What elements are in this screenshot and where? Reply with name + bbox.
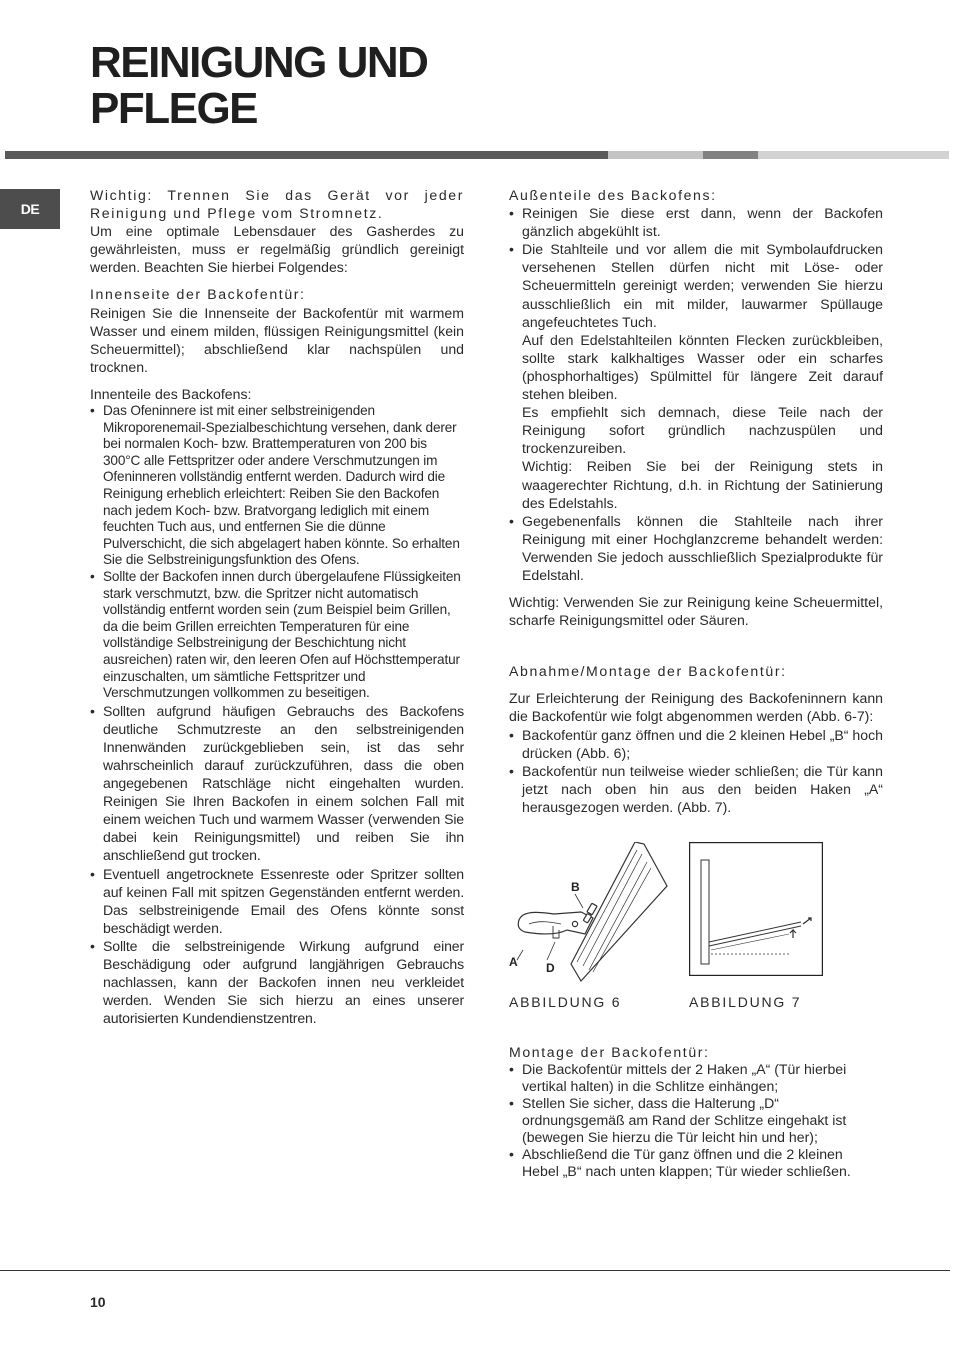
intro-paragraph <box>90 186 464 276</box>
header-bar-mid <box>703 151 758 159</box>
door-inside-paragraph <box>90 285 464 375</box>
list-item: • Die Backofentür mittels der 2 Haken „A“ (Tür hierbei vertikal halten) in die Schlitze einhängen; <box>509 1061 883 1095</box>
spacer <box>509 638 883 662</box>
removal-heading: Abnahme/Montage der Backofentür: <box>509 663 787 680</box>
figure-7-caption: ABBILDUNG 7 <box>689 994 802 1010</box>
exterior-bullet-note-2: Es empfiehlt sich demnach, diese Teile nach der Reinigung sofort gründlich nachzuspülen und trockenzureiben. <box>522 404 883 457</box>
exterior-list <box>509 204 883 584</box>
figure-6-door-hinge <box>509 842 677 984</box>
page-title <box>90 40 427 132</box>
left-column <box>90 186 464 1036</box>
list-item <box>509 240 883 511</box>
footer-rule <box>0 1270 950 1271</box>
list-item: • Gegebenenfalls können die Stahlteile nach ihrer Reinigung mit einer Hochglanzcreme behandelt werden: Verwenden Sie jedoch ausschließlich Spezialprodukte für Edelstahl. <box>509 512 883 584</box>
removal-text: Zur Erleichterung der Reinigung des Backofeninnern kann die Backofentür wie folgt abgenommen werden (Abb. 6-7): <box>509 690 883 725</box>
interior-heading: Innenteile des Backofens: <box>90 385 252 402</box>
removal-list <box>509 726 883 816</box>
header-bar-dark <box>5 151 608 159</box>
list-item: • Backofentür nun teilweise wieder schließen; die Tür kann jetzt nach oben hin aus den beiden Haken „A“ herausgezogen werden. (Abb. 7). <box>509 762 883 816</box>
list-item: • Stellen Sie sicher, dass die Halterung „D“ ordnungsgemäß am Rand der Schlitze eingehakt ist (bewegen Sie hierzu die Tür leicht hin und her); <box>509 1095 883 1146</box>
interior-list <box>90 403 464 1027</box>
header-bar-light <box>608 151 703 159</box>
list-item: • Reinigen Sie diese erst dann, wenn der Backofen gänzlich abgekühlt ist. <box>509 204 883 240</box>
list-item: • Das Ofeninnere ist mit einer selbstreinigenden Mikroporenemail-Spezialbeschichtung versehen, dank derer bei normalen Koch- bzw. Brattemperaturen von 200 bis 300°C alle Fettspritzer oder andere Verschmutzungen im Ofeninneren vollständig entfernt werden. Dadurch wird die Reinigung erheblich erleichtert: Reiben Sie den Backofen nach jedem Koch- bzw. Bratvorgang lediglich mit einem feuchten Tuch aus, und entfernen Sie die dünne Pulverschicht, die sich abgelagert haben könnte. So erhalten Sie die Selbstreinigungsfunktion des Ofens. <box>90 403 464 569</box>
label-a: A <box>509 955 518 969</box>
right-column <box>509 186 883 825</box>
list-item: • Sollte der Backofen innen durch übergelaufene Flüssigkeiten stark verschmutzt, bzw. die Spritzer nicht automatisch vollständig entfernt worden sein (zum Beispiel beim Grillen, da die beim Grillen erreichten Temperaturen für eine vollständige Selbstreinigung der Beschichtung nicht ausreichen) raten wir, den leeren Ofen auf Höchsttemperatur einzuschalten, um sämtliche Fettspritzer und Verschmutzungen vollkommen zu beseitigen. <box>90 569 464 702</box>
exterior-heading: Außenteile des Backofens: <box>509 187 717 203</box>
list-item: • Sollten aufgrund häufigen Gebrauchs des Backofens deutliche Schmutzreste an den selbstreinigenden Innenwänden zurückgeblieben sein, ist das sehr wahrscheinlich darauf zurückzuführen, dass die oben angegebenen Ratschläge nicht eingehalten wurden. Reinigen Sie Ihren Backofen in einem solchen Fall mit einem weichen Tuch und warmem Wasser (verwenden Sie dabei kein Reinigungsmittel) und reiben Sie ihn anschließend gut trocken. <box>90 702 464 865</box>
header-bar-pale <box>758 151 949 159</box>
page-number: 10 <box>90 1294 106 1310</box>
intro-text: Um eine optimale Lebensdauer des Gasherdes zu gewährleisten, muss er regelmäßig gründlich gereinigt werden. Beachten Sie hierbei Folgendes: <box>90 223 464 276</box>
list-item: • Sollte die selbstreinigende Wirkung aufgrund einer Beschädigung oder aufgrund langjährigen Gebrauchs nachlassen, kann der Backofen innen neu verkleidet werden. Wenden Sie sich hierzu an eines unserer autorisierten Kundendienstzentren. <box>90 937 464 1027</box>
title-line-1: REINIGUNG UND <box>90 38 428 87</box>
door-inside-text: Reinigen Sie die Innenseite der Backofentür mit warmem Wasser und einem milden, flüssigen Reinigungsmittel (kein Scheuermittel); abschließend klar nachspülen und trocknen. <box>90 304 464 375</box>
mount-heading: Montage der Backofentür: <box>509 1044 710 1060</box>
list-item: • Backofentür ganz öffnen und die 2 kleinen Hebel „B“ hoch drücken (Abb. 6); <box>509 726 883 762</box>
figure-7-door-removal <box>689 842 823 976</box>
label-b: B <box>571 880 580 894</box>
label-d: D <box>546 961 555 975</box>
mount-section <box>509 1044 883 1180</box>
mount-list <box>509 1061 883 1180</box>
figure-6-caption: ABBILDUNG 6 <box>509 994 622 1010</box>
list-item: • Abschließend die Tür ganz öffnen und die 2 kleinen Hebel „B“ nach unten klappen; Tür wieder schließen. <box>509 1146 883 1180</box>
exterior-bullet-text: Die Stahlteile und vor allem die mit Symbolaufdrucken versehenen Stellen dürfen nicht mit Löse- oder Scheuermitteln gereinigt werden; verwenden Sie hierzu ausschließlich ein mit milder, lauwarmer Spüllauge angefeuchtetes Tuch. <box>522 241 883 330</box>
exterior-bullet-note-3: Wichtig: Reiben Sie bei der Reinigung stets in waagerechter Richtung, d.h. in Richtung der Satinierung des Edelstahls. <box>522 458 883 511</box>
title-line-2: PFLEGE <box>90 84 258 133</box>
cleaning-warning: Wichtig: Verwenden Sie zur Reinigung keine Scheuermittel, scharfe Reinigungsmittel oder Säuren. <box>509 594 883 629</box>
intro-warning: Wichtig: Trennen Sie das Gerät vor jeder Reinigung und Pflege vom Stromnetz. <box>90 187 464 222</box>
door-inside-heading: Innenseite der Backofentür: <box>90 286 306 303</box>
exterior-bullet-note-1: Auf den Edelstahlteilen könnten Flecken zurückbleiben, sollte stark kalkhaltiges Wasser oder ein scharfes (phosphorhaltiges) Spülmittel für längere Zeit darauf stehen bleiben. <box>522 331 883 403</box>
list-item: • Eventuell angetrocknete Essenreste oder Spritzer sollten auf keinen Fall mit spitzen Gegenständen entfernt werden. Das selbstreinigende Email des Ofens könnte sonst beschädigt werden. <box>90 865 464 937</box>
language-tab: DE <box>0 189 60 229</box>
